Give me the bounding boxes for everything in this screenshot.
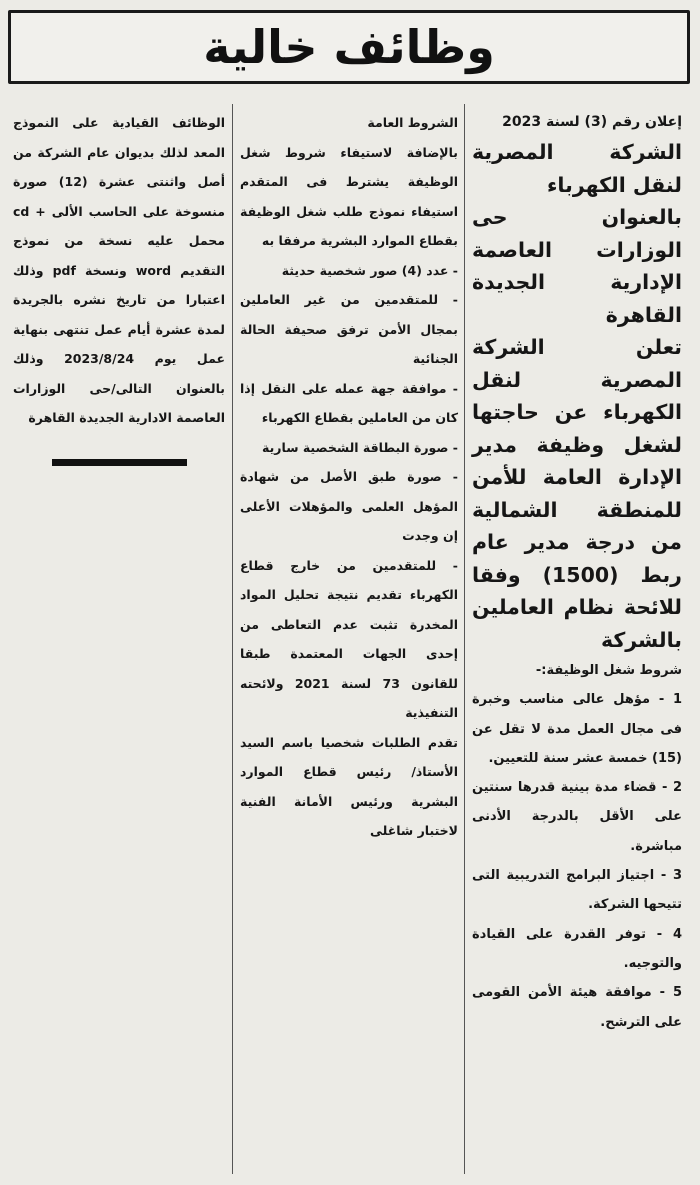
submission-details: الوظائف القيادية على النموذج المعد لذلك بديوان عام الشركة من أصل واثنتى عشرة (12) صورة منسوخة على الحاسب الألى + cd محمل عليه نسخة من نموذج التقديم word ونسخة pdf وذلك اعتبارا من تاريخ نشره بالجريدة لمدة عشرة أيام عمل تنتهى بنهاية عمل يوم 2023/8/24 وذلك بالعنوان التالى/حى الوزارات العاصمة الادارية الجديدة القاهرة	[13, 115, 225, 425]
company-address: بالعنوان حى الوزارات العاصمة الإدارية الجديدة القاهرة	[472, 205, 682, 327]
general-conditions-heading: الشروط العامة	[367, 115, 458, 130]
column-general-conditions	[240, 108, 458, 846]
condition-item: 3 - اجتياز البرامج التدريبية التى تتيحها الشركة.	[472, 868, 682, 913]
column-submission	[13, 108, 225, 466]
requirement-item: - صورة البطاقة الشخصية سارية	[262, 439, 458, 455]
requirement-item: - عدد (4) صور شخصية حديثة	[281, 262, 458, 278]
condition-item: 2 - قضاء مدة بينية قدرها سنتين على الأقل بالدرجة الأدنى مباشرة.	[472, 780, 682, 854]
announcement-text: تعلن الشركة المصرية لنقل الكهرباء عن حاجتها لشغل وظيفة مدير الإدارة العامة للأمن للمنطقة الشمالية من درجة مدير عام ربط (1500) وفقا للائحة نظام العاملين بالشركة	[472, 335, 682, 652]
company-name: الشركة المصرية لنقل الكهرباء	[472, 140, 682, 197]
requirement-item: - صورة طبق الأصل من شهادة المؤهل العلمى والمؤهلات الأعلى إن وجدت	[240, 469, 458, 543]
condition-item: 5 - موافقة هيئة الأمن القومى على الترشح.	[472, 985, 682, 1030]
column-divider	[232, 104, 233, 1174]
requirement-item: - موافقة جهة عمله على النقل إذا كان من العاملين بقطاع الكهرباء	[240, 380, 458, 425]
column-announcement	[472, 108, 682, 1037]
requirement-item: - للمتقدمين من غير العاملين بمجال الأمن ترفق صحيفة الحالة الجنائية	[240, 292, 458, 366]
requirement-item: - للمتقدمين من خارج قطاع الكهرباء تقديم نتيجة تحليل المواد المخدرة تثبت عدم التعاطى من إحدى الجهات المعتمدة طبقا للقانون 73 لسنة 2021 ولائحته التنفيذية	[240, 557, 458, 720]
announcement-number: إعلان رقم (3) لسنة 2023	[502, 114, 682, 130]
column-divider	[464, 104, 465, 1174]
submission-paragraph: تقدم الطلبات شخصيا باسم السيد الأستاذ/ رئيس قطاع الموارد البشرية ورئيس الأمانة الفنية لاختبار شاغلى	[240, 734, 458, 838]
condition-item: 4 - توفر القدرة على القيادة والتوجيه.	[472, 926, 682, 971]
general-paragraph: بالإضافة لاستيفاء شروط شغل الوظيفة يشترط فى المتقدم استيفاء نموذج طلب شغل الوظيفة بقطاع الموارد البشرية مرفقا به	[240, 144, 458, 248]
end-rule	[52, 459, 187, 466]
conditions-title: شروط شغل الوظيفة:-	[535, 663, 682, 678]
header-box	[8, 10, 690, 84]
page-title: وظائف خالية	[203, 20, 495, 74]
condition-item: 1 - مؤهل عالى مناسب وخبرة فى مجال العمل مدة لا تقل عن (15) خمسة عشر سنة للتعيين.	[472, 692, 682, 766]
